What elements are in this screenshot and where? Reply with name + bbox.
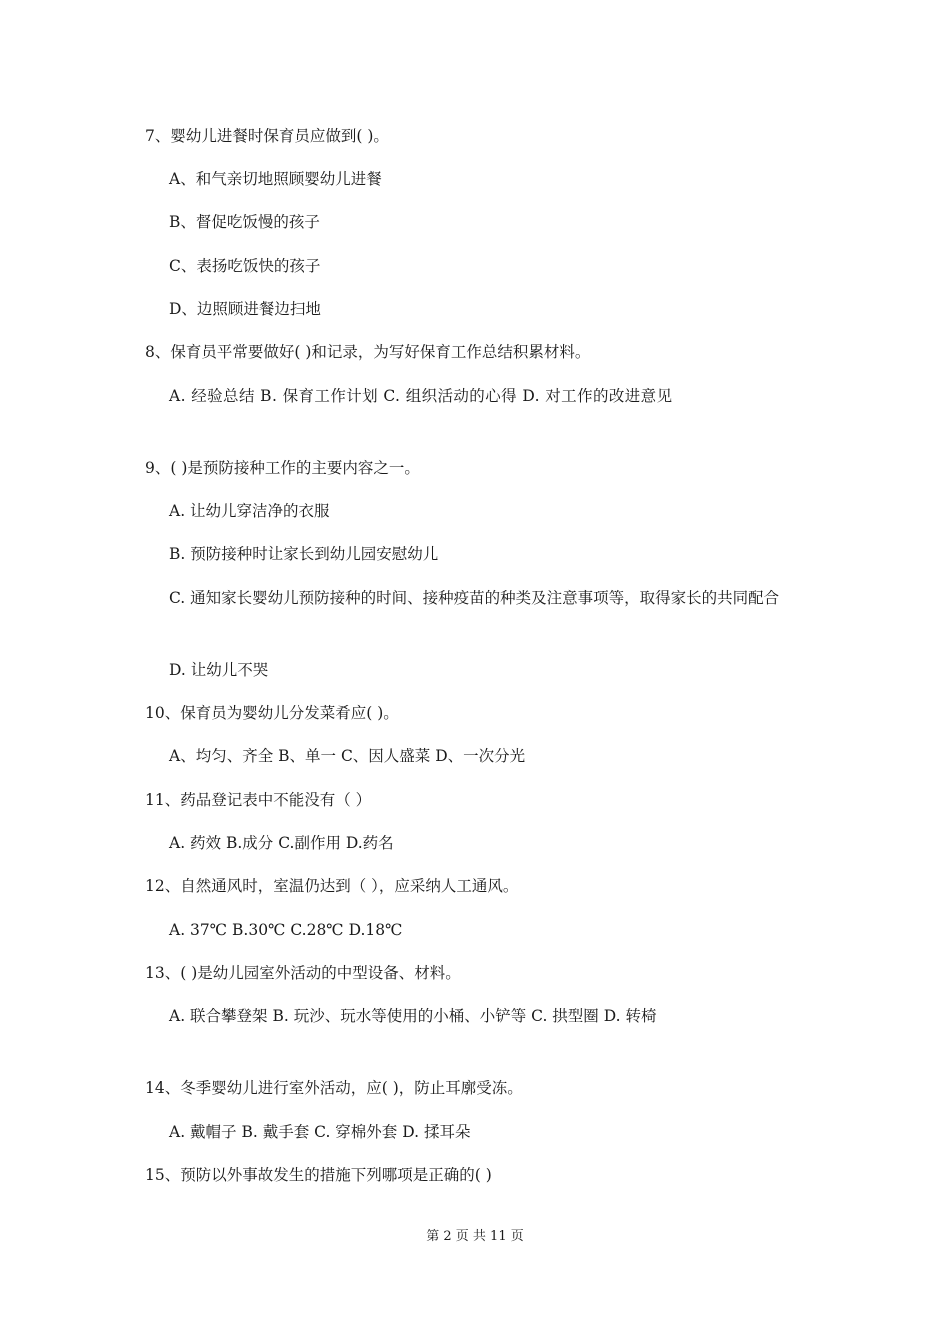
question-13-options: A. 联合攀登架 B. 玩沙、玩水等使用的小桶、小铲等 C. 拱型圈 D. 转椅: [169, 1007, 657, 1025]
question-9-option-d: D. 让幼儿不哭: [169, 661, 269, 679]
question-10-stem: 10、保育员为婴幼儿分发菜肴应( )。: [145, 704, 399, 722]
question-10-options: A、均匀、齐全 B、单一 C、因人盛菜 D、一次分光: [169, 747, 526, 765]
question-14-stem: 14、冬季婴幼儿进行室外活动，应( )，防止耳廓受冻。: [145, 1079, 523, 1097]
question-9-option-b: B. 预防接种时让家长到幼儿园安慰幼儿: [169, 545, 439, 563]
page-number-footer: 第 2 页 共 11 页: [426, 1229, 524, 1244]
question-14-options: A. 戴帽子 B. 戴手套 C. 穿棉外套 D. 揉耳朵: [169, 1123, 471, 1141]
question-12-stem: 12、自然通风时，室温仍达到（ ），应采纳人工通风。: [145, 877, 519, 895]
question-7-option-a: A、和气亲切地照顾婴幼儿进餐: [169, 170, 382, 188]
question-9-option-c: C. 通知家长婴幼儿预防接种的时间、接种疫苗的种类及注意事项等，取得家长的共同配合: [169, 589, 780, 607]
question-11-stem: 11、药品登记表中不能没有（ ）: [145, 791, 372, 809]
question-8-options: A. 经验总结 B. 保育工作计划 C. 组织活动的心得 D. 对工作的改进意见: [169, 387, 673, 405]
question-9-option-a: A. 让幼儿穿洁净的衣服: [169, 502, 330, 520]
question-13-stem: 13、( )是幼儿园室外活动的中型设备、材料。: [145, 964, 461, 982]
question-8-stem: 8、保育员平常要做好( )和记录，为写好保育工作总结积累材料。: [145, 343, 591, 361]
question-12-options: A. 37℃ B.30℃ C.28℃ D.18℃: [169, 921, 403, 939]
question-7-stem: 7、婴幼儿进餐时保育员应做到( )。: [145, 127, 389, 145]
question-7-option-c: C、表扬吃饭快的孩子: [169, 257, 321, 275]
question-15-stem: 15、预防以外事故发生的措施下列哪项是正确的( ): [145, 1166, 492, 1184]
question-11-options: A. 药效 B.成分 C.副作用 D.药名: [169, 834, 394, 852]
question-7-option-d: D、边照顾进餐边扫地: [169, 300, 321, 318]
question-7-option-b: B、督促吃饭慢的孩子: [169, 213, 320, 231]
question-9-stem: 9、( )是预防接种工作的主要内容之一。: [145, 459, 420, 477]
